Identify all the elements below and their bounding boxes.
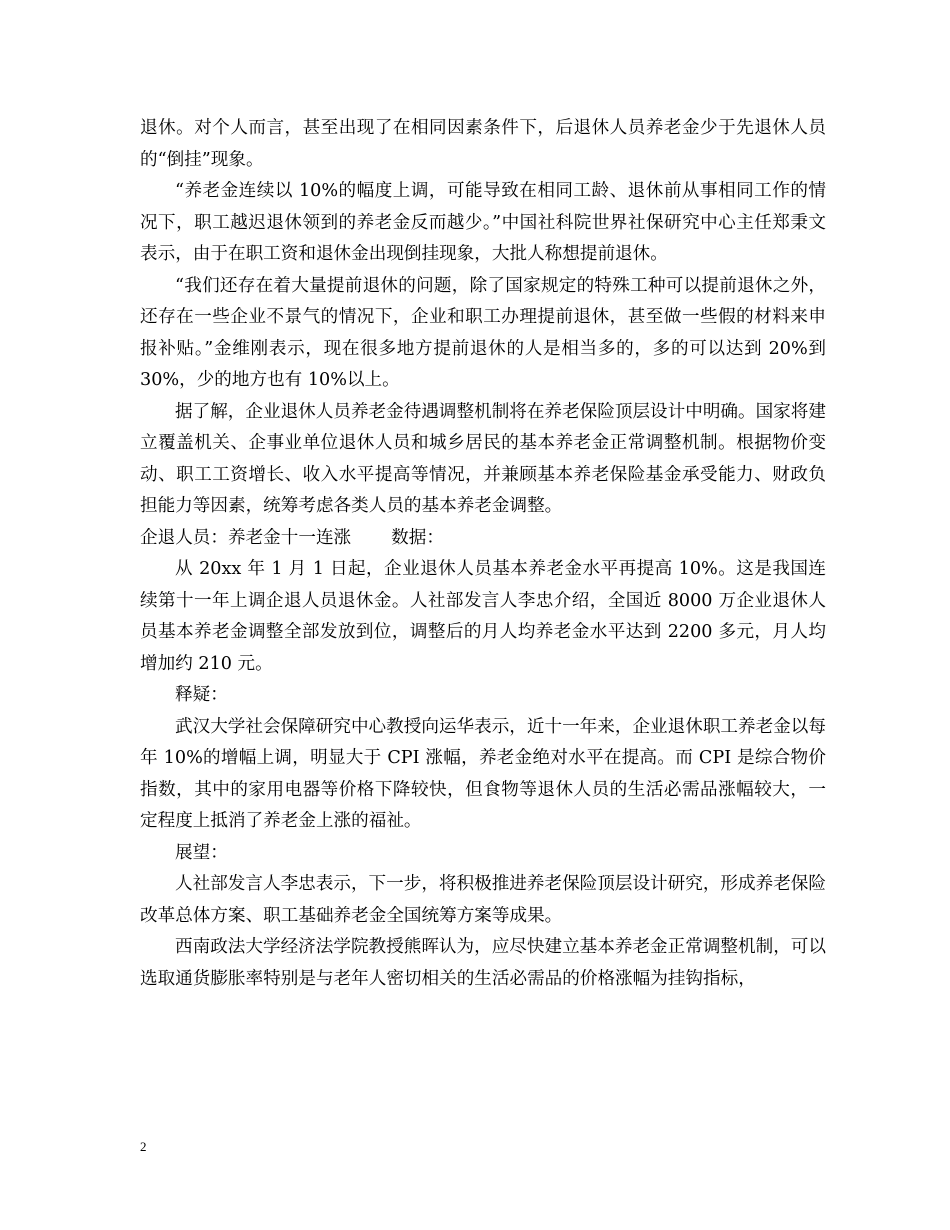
paragraph: 据了解，企业退休人员养老金待遇调整机制将在养老保险顶层设计中明确。国家将建立覆盖机关、企事业单位退休人员和城乡居民的基本养老金正常调整机制。根据物价变动、职工工资增长、收入水平提高等情况，并兼顾基本养老保险基金承受能力、财政负担能力等因素，统筹考虑各类人员的基本养老金调整。 <box>140 401 826 516</box>
section-heading <box>140 523 826 555</box>
subheading-outlook: 展望： <box>175 842 228 863</box>
paragraph: 西南政法大学经济法学院教授熊晖认为，应尽快建立基本养老金正常调整机制，可以选取通货膨胀率特别是与老年人密切相关的生活必需品的价格涨幅为挂钩指标， <box>140 937 826 989</box>
subheading-explain: 释疑： <box>175 685 228 705</box>
paragraph: 人社部发言人李忠表示，下一步，将积极推进养老保险顶层设计研究，形成养老保险改革总体方案、职工基础养老金全国统筹方案等成果。 <box>140 874 826 926</box>
paragraph: 武汉大学社会保障研究中心教授向运华表示，近十一年来，企业退休职工养老金以每年 10%的增幅上调，明显大于 CPI 涨幅，养老金绝对水平在提高。而 CPI 是综合物价指数，其中的家用电器等价格下降较快，但食物等退休人员的生活必需品涨幅较大，一定程度上抵消了养老金上涨的福祉。 <box>140 716 826 831</box>
paragraph: 从 20xx 年 1 月 1 日起，企业退休人员基本养老金水平再提高 10%。这是我国连续第十一年上调企退人员退休金。人社部发言人李忠介绍，全国近 8000 万企业退休人员基本养老金调整全部发放到位，调整后的月人均养老金水平达到 2200 多元，月人均增加约 210 元。 <box>140 559 826 674</box>
section-heading-label: 数据： <box>391 527 444 548</box>
section-heading-title: 企退人员：养老金十一连涨 <box>140 527 352 548</box>
paragraph: “我们还存在着大量提前退休的问题，除了国家规定的特殊工种可以提前退休之外，还存在一些企业不景气的情况下，企业和职工办理提前退休，甚至做一些假的材料来申报补贴。”金维刚表示，现在很多地方提前退休的人是相当多的，多的可以达到 20%到 30%，少的地方也有 10%以上。 <box>140 275 826 390</box>
paragraph: 退休。对个人而言，甚至出现了在相同因素条件下，后退休人员养老金少于先退休人员的“倒挂”现象。 <box>140 118 826 170</box>
document-body <box>140 113 826 995</box>
page-number: 2 <box>140 1139 147 1154</box>
paragraph: “养老金连续以 10%的幅度上调，可能导致在相同工龄、退休前从事相同工作的情况下，职工越迟退休领到的养老金反而越少。”中国社科院世界社保研究中心主任郑秉文表示，由于在职工资和退休金出现倒挂现象，大批人称想提前退休。 <box>140 181 826 264</box>
